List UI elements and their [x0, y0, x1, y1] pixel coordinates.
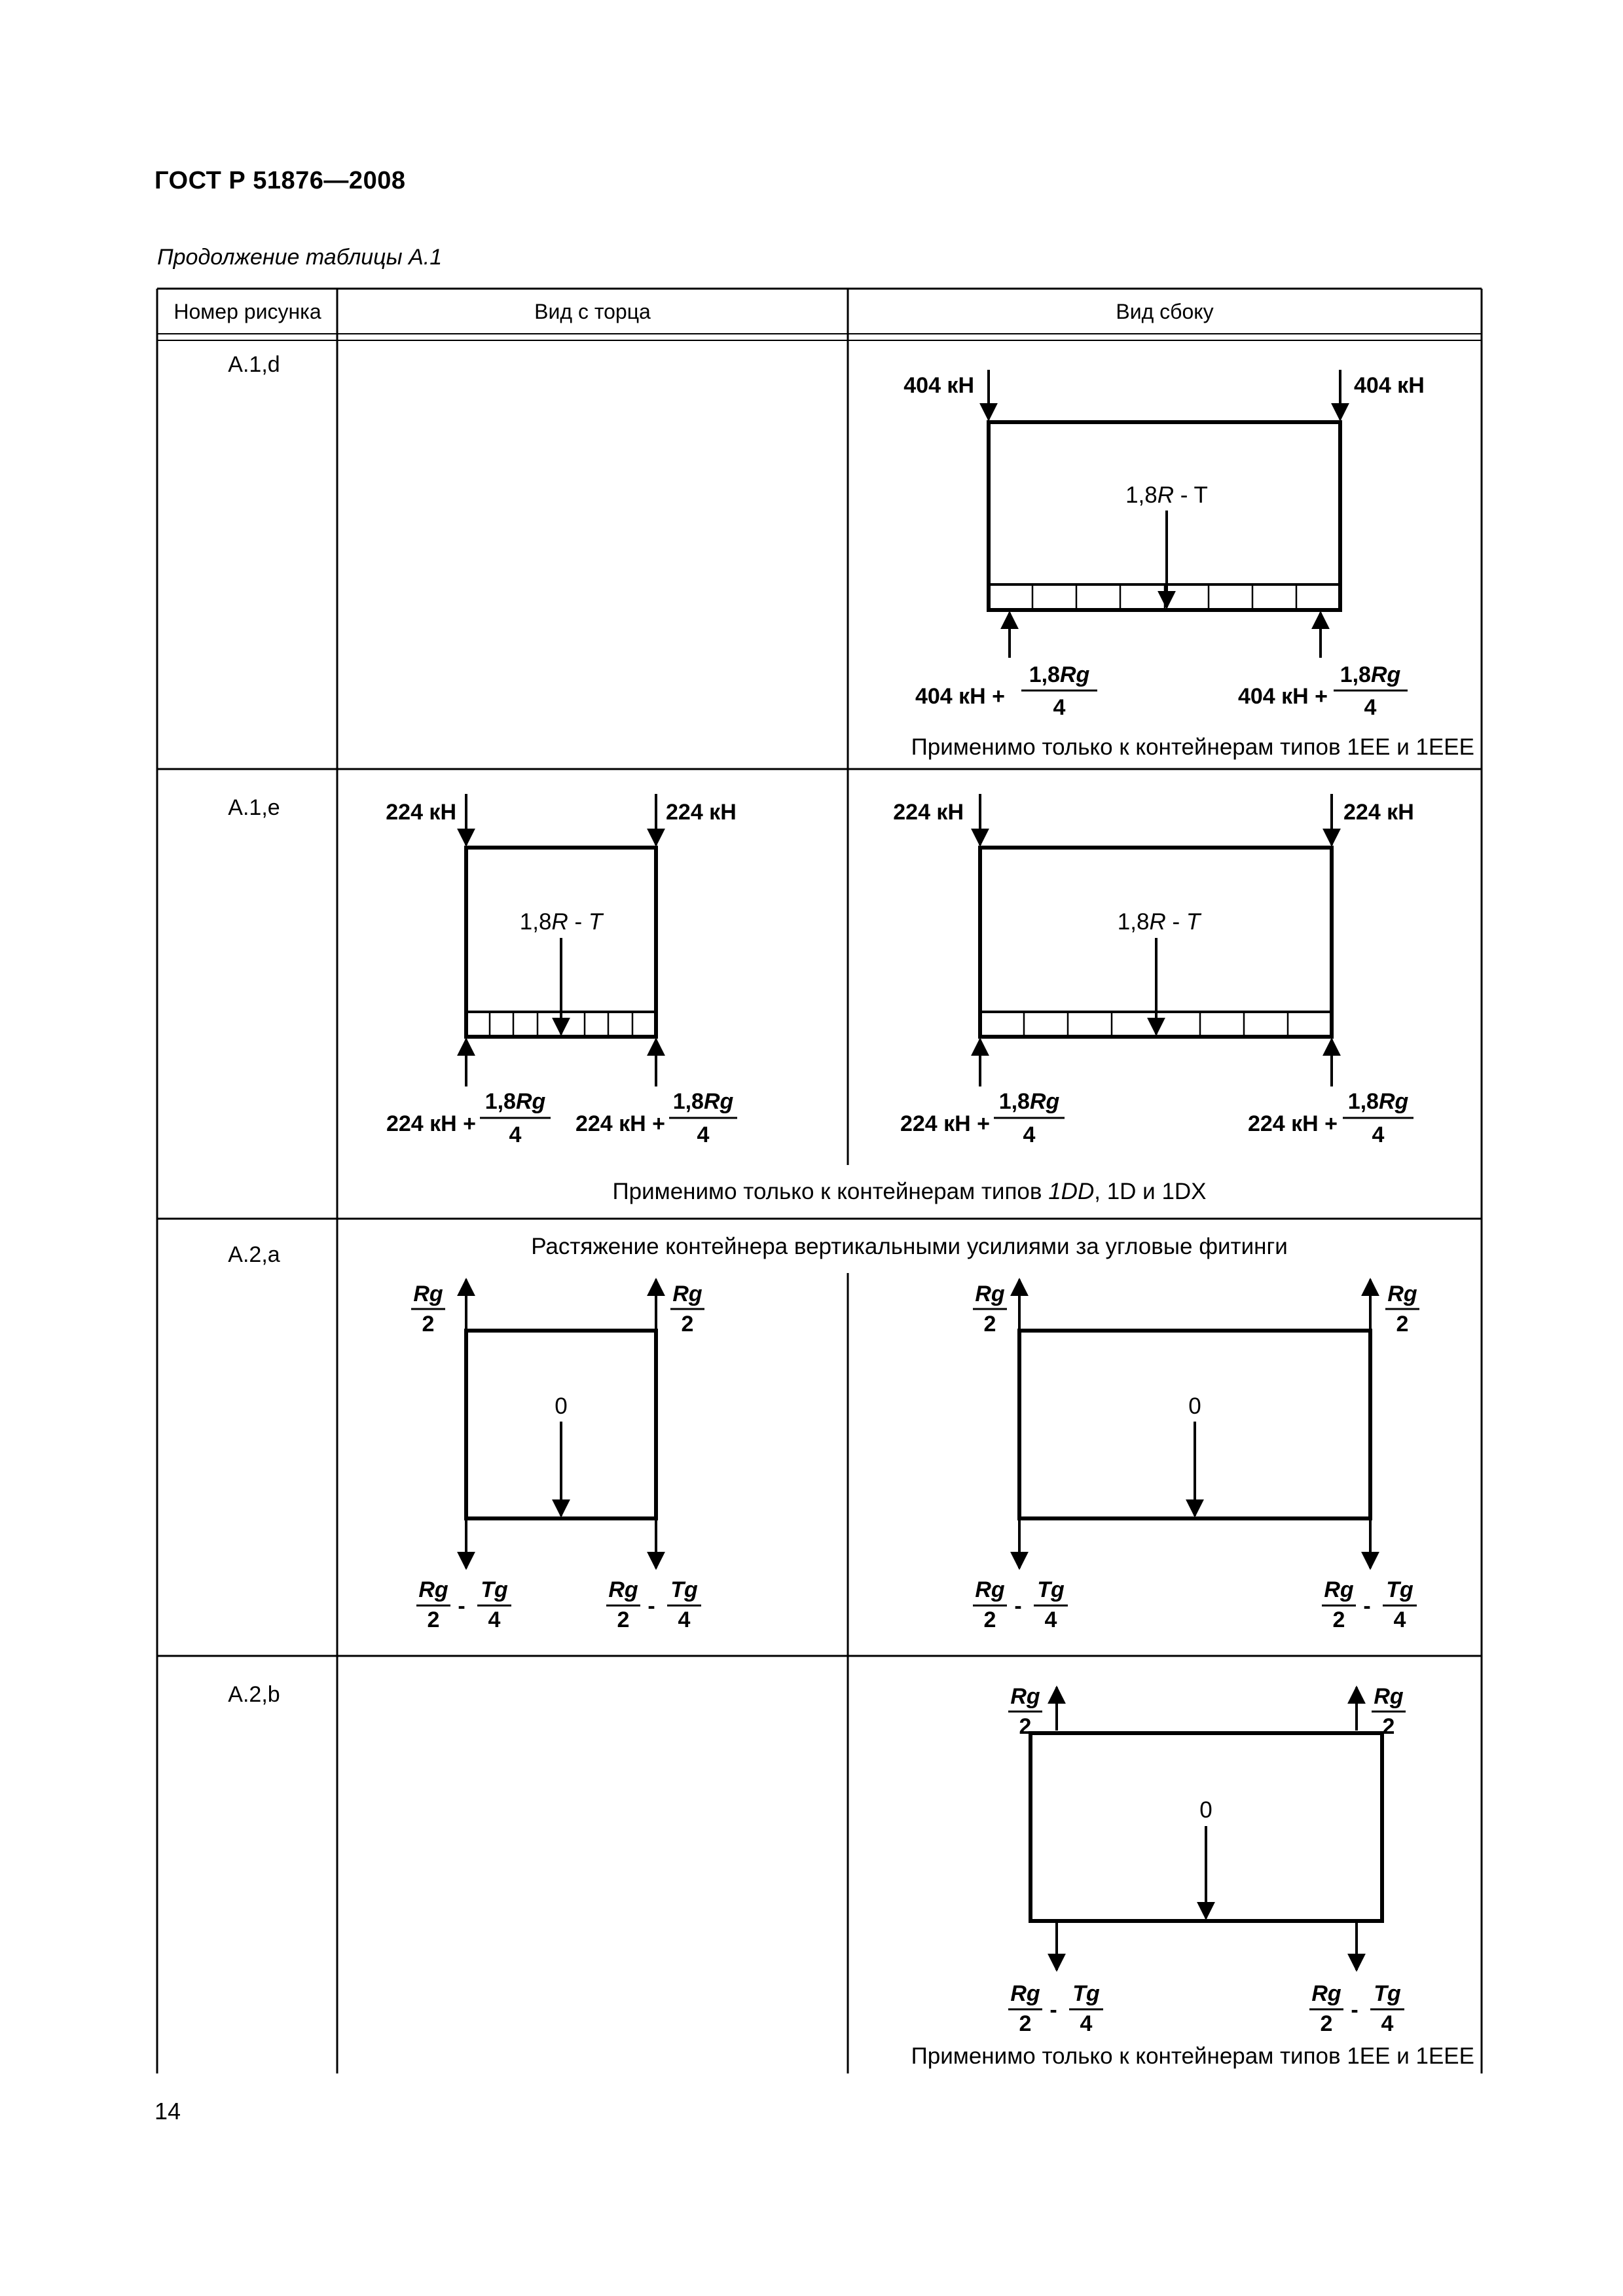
svg-text:Tg: Tg: [1374, 1981, 1401, 2006]
row-id-a2b: А.2,b: [228, 1682, 280, 1707]
svg-text:Tg: Tg: [670, 1577, 698, 1602]
load-top-left: 224 кН: [893, 800, 964, 825]
svg-text:2: 2: [1019, 1714, 1032, 1739]
diagram-a1e-end: [386, 794, 737, 1147]
load-bottom-left: [915, 662, 1097, 720]
svg-text:-: -: [647, 1594, 655, 1619]
svg-text:1,8Rg: 1,8Rg: [998, 1089, 1060, 1114]
svg-text:2: 2: [1382, 1714, 1395, 1739]
load-bottom-right: [575, 1089, 737, 1147]
load-top-right: 224 кН: [1343, 800, 1414, 825]
svg-text:-: -: [1014, 1594, 1022, 1619]
svg-text:224 кН +: 224 кН +: [900, 1111, 990, 1136]
load-bottom-left: [416, 1577, 511, 1632]
row-id-a1e: А.1,е: [228, 795, 280, 820]
load-center: 0: [1199, 1797, 1213, 1823]
load-top-left: 404 кН: [903, 373, 974, 398]
load-bottom-right: [1309, 1981, 1404, 2036]
svg-text:4: 4: [1381, 2011, 1394, 2036]
load-bottom-right: [1248, 1089, 1413, 1147]
svg-text:4: 4: [1372, 1122, 1385, 1147]
svg-text:4: 4: [1053, 695, 1066, 720]
svg-text:Rg: Rg: [1010, 1981, 1040, 2006]
svg-text:Rg: Rg: [672, 1282, 702, 1306]
load-top-right: 404 кН: [1354, 373, 1425, 398]
svg-text:4: 4: [1393, 1607, 1406, 1632]
svg-text:224 кН +: 224 кН +: [386, 1111, 476, 1136]
load-bottom-left: [386, 1089, 551, 1147]
svg-text:2: 2: [422, 1312, 435, 1336]
row-id-a1d: А.1,d: [228, 352, 280, 377]
svg-text:Tg: Tg: [1072, 1981, 1100, 2006]
table-caption: Продолжение таблицы А.1: [157, 245, 443, 270]
row-title-a2a: Растяжение контейнера вертикальными усилиями за угловые фитинги: [531, 1234, 1288, 1259]
column-header-side-view: Вид сбоку: [1116, 300, 1214, 323]
diagram-a2a-end: [411, 1280, 704, 1632]
load-center: 0: [555, 1393, 568, 1419]
svg-text:2: 2: [1019, 2011, 1032, 2036]
container-box: [989, 422, 1340, 610]
svg-text:-: -: [1363, 1594, 1371, 1619]
load-top-left: [1008, 1684, 1042, 1739]
svg-text:2: 2: [1320, 2011, 1333, 2036]
load-top-right: 224 кН: [666, 800, 737, 825]
svg-text:4: 4: [1044, 1607, 1057, 1632]
svg-text:-: -: [1351, 1998, 1359, 2022]
svg-text:2: 2: [617, 1607, 630, 1632]
svg-text:4: 4: [697, 1122, 710, 1147]
load-bottom-right: [1238, 662, 1408, 720]
load-center: 1,8R - T: [1117, 909, 1201, 935]
svg-text:Rg: Rg: [975, 1577, 1005, 1602]
load-bottom-left: [973, 1577, 1068, 1632]
svg-text:Rg: Rg: [1324, 1577, 1354, 1602]
svg-text:4: 4: [1023, 1122, 1036, 1147]
diagram-a1d-side: [903, 370, 1474, 760]
svg-text:404 кН +: 404 кН +: [1237, 684, 1328, 709]
svg-text:Rg: Rg: [608, 1577, 638, 1602]
svg-text:2: 2: [1332, 1607, 1345, 1632]
svg-text:-: -: [458, 1594, 465, 1619]
svg-text:Rg: Rg: [1311, 1981, 1341, 2006]
svg-text:Rg: Rg: [1010, 1684, 1040, 1709]
svg-text:2: 2: [681, 1312, 694, 1336]
diagram-a2b-side: [911, 1684, 1474, 2069]
floor-cells: [1032, 584, 1296, 610]
applicability-note-a2b: Применимо только к контейнерам типов 1EE и 1EEE: [911, 2043, 1474, 2069]
svg-text:404 кН +: 404 кН +: [915, 684, 1005, 709]
load-bottom-right: [606, 1577, 701, 1632]
svg-text:2: 2: [1396, 1312, 1409, 1336]
load-top-left: 224 кН: [386, 800, 456, 825]
svg-text:1,8Rg: 1,8Rg: [1029, 662, 1090, 687]
load-center: 1,8R - T: [1125, 482, 1208, 508]
column-header-figure-number: Номер рисунка: [173, 300, 321, 323]
svg-text:1,8Rg: 1,8Rg: [672, 1089, 734, 1114]
svg-text:1,8Rg: 1,8Rg: [484, 1089, 546, 1114]
diagram-a1e-side: [893, 794, 1414, 1147]
load-top-right: [1372, 1684, 1406, 1739]
svg-text:Tg: Tg: [1037, 1577, 1065, 1602]
load-top-left: [411, 1282, 445, 1336]
svg-text:2: 2: [983, 1312, 996, 1336]
column-header-end-view: Вид с торца: [534, 300, 651, 323]
svg-text:Tg: Tg: [1386, 1577, 1413, 1602]
svg-text:1,8Rg: 1,8Rg: [1340, 662, 1401, 687]
applicability-note-a1d: Применимо только к контейнерам типов 1EE и 1EEE: [911, 734, 1474, 760]
load-top-right: [670, 1282, 704, 1336]
svg-text:4: 4: [509, 1122, 522, 1147]
svg-text:224 кН +: 224 кН +: [575, 1111, 665, 1136]
applicability-note-a1e: Применимо только к контейнерам типов 1DD, 1D и 1DX: [612, 1179, 1207, 1204]
svg-text:-: -: [1049, 1998, 1057, 2022]
svg-text:Rg: Rg: [418, 1577, 448, 1602]
svg-text:4: 4: [1080, 2011, 1093, 2036]
svg-text:Rg: Rg: [1387, 1282, 1417, 1306]
load-top-left: [973, 1282, 1007, 1336]
svg-text:Rg: Rg: [1374, 1684, 1404, 1709]
svg-text:2: 2: [983, 1607, 996, 1632]
page-number: 14: [155, 2098, 181, 2125]
svg-text:Rg: Rg: [975, 1282, 1005, 1306]
svg-text:4: 4: [1364, 695, 1377, 720]
load-bottom-right: [1322, 1577, 1417, 1632]
load-top-right: [1385, 1282, 1419, 1336]
diagram-a2a-side: [973, 1280, 1419, 1632]
svg-text:4: 4: [488, 1607, 501, 1632]
svg-text:224 кН +: 224 кН +: [1247, 1111, 1338, 1136]
svg-text:Rg: Rg: [413, 1282, 443, 1306]
load-center: 0: [1188, 1393, 1201, 1419]
svg-text:1,8Rg: 1,8Rg: [1347, 1089, 1409, 1114]
document-code: ГОСТ Р 51876—2008: [155, 167, 406, 194]
svg-text:4: 4: [678, 1607, 691, 1632]
svg-text:2: 2: [427, 1607, 440, 1632]
load-bottom-left: [900, 1089, 1065, 1147]
svg-text:Tg: Tg: [481, 1577, 508, 1602]
load-center: 1,8R - T: [519, 909, 603, 935]
load-bottom-left: [1008, 1981, 1103, 2036]
row-id-a2a: А.2,а: [228, 1242, 280, 1267]
